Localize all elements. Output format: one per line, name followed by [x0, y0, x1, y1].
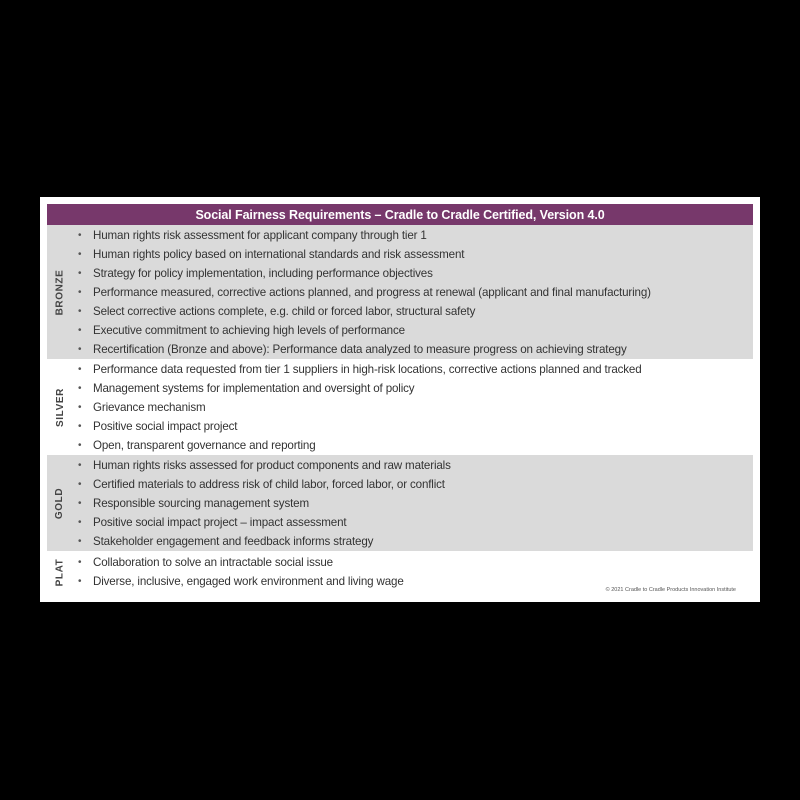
list-item: • Positive social impact project – impact assessment	[75, 513, 451, 532]
bullet-icon: •	[78, 498, 82, 509]
tier-label-gold: GOLD	[54, 487, 66, 519]
bullet-icon: •	[78, 421, 82, 432]
bullet-icon: •	[78, 402, 82, 413]
list-item: • Responsible sourcing management system	[75, 494, 451, 513]
list-item: • Management systems for implementation and oversight of policy	[75, 379, 642, 398]
list-item: • Strategy for policy implementation, including performance objectives	[75, 264, 651, 283]
bullet-icon: •	[78, 230, 82, 241]
tier-section-gold	[47, 455, 753, 551]
bullet-icon: •	[78, 536, 82, 547]
list-item: • Certified materials to address risk of child labor, forced labor, or conflict	[75, 475, 451, 494]
tier-label-silver: SILVER	[54, 387, 66, 427]
tier-label-platinum: PLAT	[54, 558, 66, 586]
list-item: • Human rights policy based on international standards and risk assessment	[75, 245, 651, 264]
bullet-icon: •	[78, 517, 82, 528]
bullet-icon: •	[78, 268, 82, 279]
list-item: • Executive commitment to achieving high levels of performance	[75, 321, 651, 340]
list-item: • Collaboration to solve an intractable social issue	[75, 553, 404, 572]
bullet-icon: •	[78, 306, 82, 317]
bullet-icon: •	[78, 557, 82, 568]
requirement-list-platinum	[75, 553, 404, 591]
list-item: • Human rights risks assessed for product components and raw materials	[75, 456, 451, 475]
list-item: • Positive social impact project	[75, 417, 642, 436]
bullet-icon: •	[78, 344, 82, 355]
copyright-notice: © 2021 Cradle to Cradle Products Innovation Institute	[605, 587, 736, 593]
table-title: Social Fairness Requirements – Cradle to Cradle Certified, Version 4.0	[47, 204, 753, 225]
bullet-icon: •	[78, 460, 82, 471]
requirement-list-bronze	[75, 226, 651, 359]
list-item: • Select corrective actions complete, e.g. child or forced labor, structural safety	[75, 302, 651, 321]
list-item: • Performance measured, corrective actions planned, and progress at renewal (applicant and final manufacturing)	[75, 283, 651, 302]
list-item: • Diverse, inclusive, engaged work environment and living wage	[75, 572, 404, 591]
list-item: • Recertification (Bronze and above): Performance data analyzed to measure progress on achieving strategy	[75, 340, 651, 359]
list-item: • Grievance mechanism	[75, 398, 642, 417]
requirement-list-silver	[75, 360, 642, 455]
list-item: • Performance data requested from tier 1 suppliers in high-risk locations, corrective actions planned and tracked	[75, 360, 642, 379]
bullet-icon: •	[78, 383, 82, 394]
requirement-list-gold	[75, 456, 451, 551]
bullet-icon: •	[78, 249, 82, 260]
list-item: • Stakeholder engagement and feedback informs strategy	[75, 532, 451, 551]
tier-section-silver	[47, 359, 753, 455]
bullet-icon: •	[78, 325, 82, 336]
bullet-icon: •	[78, 364, 82, 375]
tier-section-bronze	[47, 225, 753, 359]
requirements-table-card	[40, 197, 760, 602]
bullet-icon: •	[78, 479, 82, 490]
bullet-icon: •	[78, 576, 82, 587]
bullet-icon: •	[78, 287, 82, 298]
list-item: • Open, transparent governance and reporting	[75, 436, 642, 455]
tier-label-bronze: BRONZE	[54, 269, 66, 315]
bullet-icon: •	[78, 440, 82, 451]
list-item: • Human rights risk assessment for applicant company through tier 1	[75, 226, 651, 245]
